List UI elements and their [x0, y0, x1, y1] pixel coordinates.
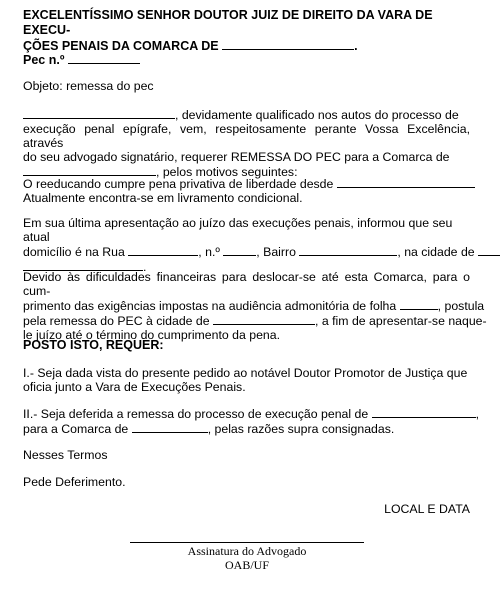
remessa-city-blank [213, 313, 315, 325]
paragraph-financial-line-2-suffix: , postula [437, 299, 485, 313]
number-label: , n.º [198, 245, 220, 259]
request-item-2-line-1: II.- Seja deferida a remessa do processo de execução penal de , [23, 407, 480, 421]
nesses-termos: Nesses Termos [23, 448, 108, 462]
paragraph-financial-line-3-text: pela remessa do PEC à cidade de [23, 314, 210, 328]
street-blank [128, 244, 198, 256]
sentence-date-blank [337, 176, 475, 188]
pec-number-blank [68, 52, 140, 64]
request-item-1-line-1: I.- Seja dada vista do presente pedido ao notável Doutor Promotor de Justiça que [23, 366, 468, 380]
item2-comarca-blank [132, 421, 208, 433]
signature-line [130, 542, 364, 543]
paragraph-financial [23, 270, 487, 342]
city-blank-part1 [478, 244, 500, 256]
signature-block [130, 544, 364, 572]
request-item-1 [23, 366, 470, 394]
paragraph-sentence-line-1 [23, 176, 470, 191]
document-title [23, 8, 478, 54]
paragraph-request-line-1 [23, 107, 470, 122]
paragraph-address-line-2 [23, 244, 475, 259]
title-line-2-text: ÇÕES PENAIS DA COMARCA DE [23, 39, 219, 53]
paragraph-request-line-3: do seu advogado signatário, requerer REMESSA DO PEC para a Comarca de [23, 150, 450, 164]
paragraph-financial-line-4: le juízo até o término do cumprimento da pena. [23, 328, 281, 342]
paragraph-request-line-1-text: , devidamente qualificado nos autos do processo de [175, 108, 459, 122]
paragraph-address-line-3-text: . [143, 260, 147, 274]
folha-blank [400, 298, 438, 310]
paragraph-financial-line-3-suffix: , a fim de apresentar-se naque- [315, 314, 487, 328]
request-item-2-line-1-text: II.- Seja deferida a remessa do processo de execução penal de [23, 407, 369, 421]
paragraph-request-line-2: execução penal epígrafe, vem, respeitosamente perante Vossa Excelência, através [23, 122, 470, 150]
street-label: domicílio é na Rua [23, 245, 125, 259]
pede-deferimento: Pede Deferimento. [23, 475, 126, 489]
paragraph-sentence-line-1-text: O reeducando cumpre pena privativa de liberdade desde [23, 177, 334, 191]
request-item-2-line-2 [23, 421, 470, 436]
pec-label: Pec n.º [23, 53, 65, 67]
execution-process-blank [372, 406, 476, 418]
name-blank [23, 107, 175, 119]
request-item-2-line-2-text: para a Comarca de [23, 422, 129, 436]
paragraph-sentence-line-2: Atualmente encontra-se em livramento condicional. [23, 191, 303, 205]
paragraph-financial-line-1: Devido às dificuldades financeiras para deslocar-se até esta Comarca, para o cum- [23, 270, 470, 298]
destination-comarca-blank [23, 164, 156, 176]
bairro-blank [299, 244, 397, 256]
paragraph-request [23, 107, 470, 179]
objeto-line [23, 79, 470, 93]
title-line-1: EXCELENTÍSSIMO SENHOR DOUTOR JUIZ DE DIREITO DA VARA DE EXECU- [23, 8, 433, 37]
bairro-label: , Bairro [256, 245, 296, 259]
paragraph-address [23, 216, 475, 274]
paragraph-financial-line-2 [23, 298, 485, 313]
request-item-1-line-2: oficia junto a Vara de Execuções Penais. [23, 380, 246, 394]
comarca-blank [222, 38, 354, 50]
paragraph-address-line-1: Em sua última apresentação ao juízo das execuções penais, informou que seu atual [23, 216, 453, 244]
requer-heading: POSTO ISTO, REQUER: [23, 338, 164, 352]
paragraph-financial-line-2-text: primento das exigências impostas na audiência admonitória de folha [23, 299, 397, 313]
oab-label: OAB/UF [224, 558, 269, 572]
signature-label: Assinatura do Advogado [187, 544, 307, 558]
title-line-2-suffix: . [354, 39, 358, 53]
paragraph-sentence [23, 176, 470, 205]
request-item-2 [23, 406, 480, 436]
city-label: , na cidade de [397, 245, 475, 259]
local-e-data: LOCAL E DATA [384, 502, 470, 516]
pec-number-line [23, 52, 140, 68]
paragraph-request-line-4-text: , pelos motivos seguintes: [156, 165, 298, 179]
paragraph-financial-line-3 [23, 313, 487, 328]
request-item-2-line-2-suffix: , pelas razões supra consignadas. [207, 422, 395, 436]
number-blank [223, 244, 256, 256]
objeto-text: Objeto: remessa do pec [23, 79, 154, 93]
